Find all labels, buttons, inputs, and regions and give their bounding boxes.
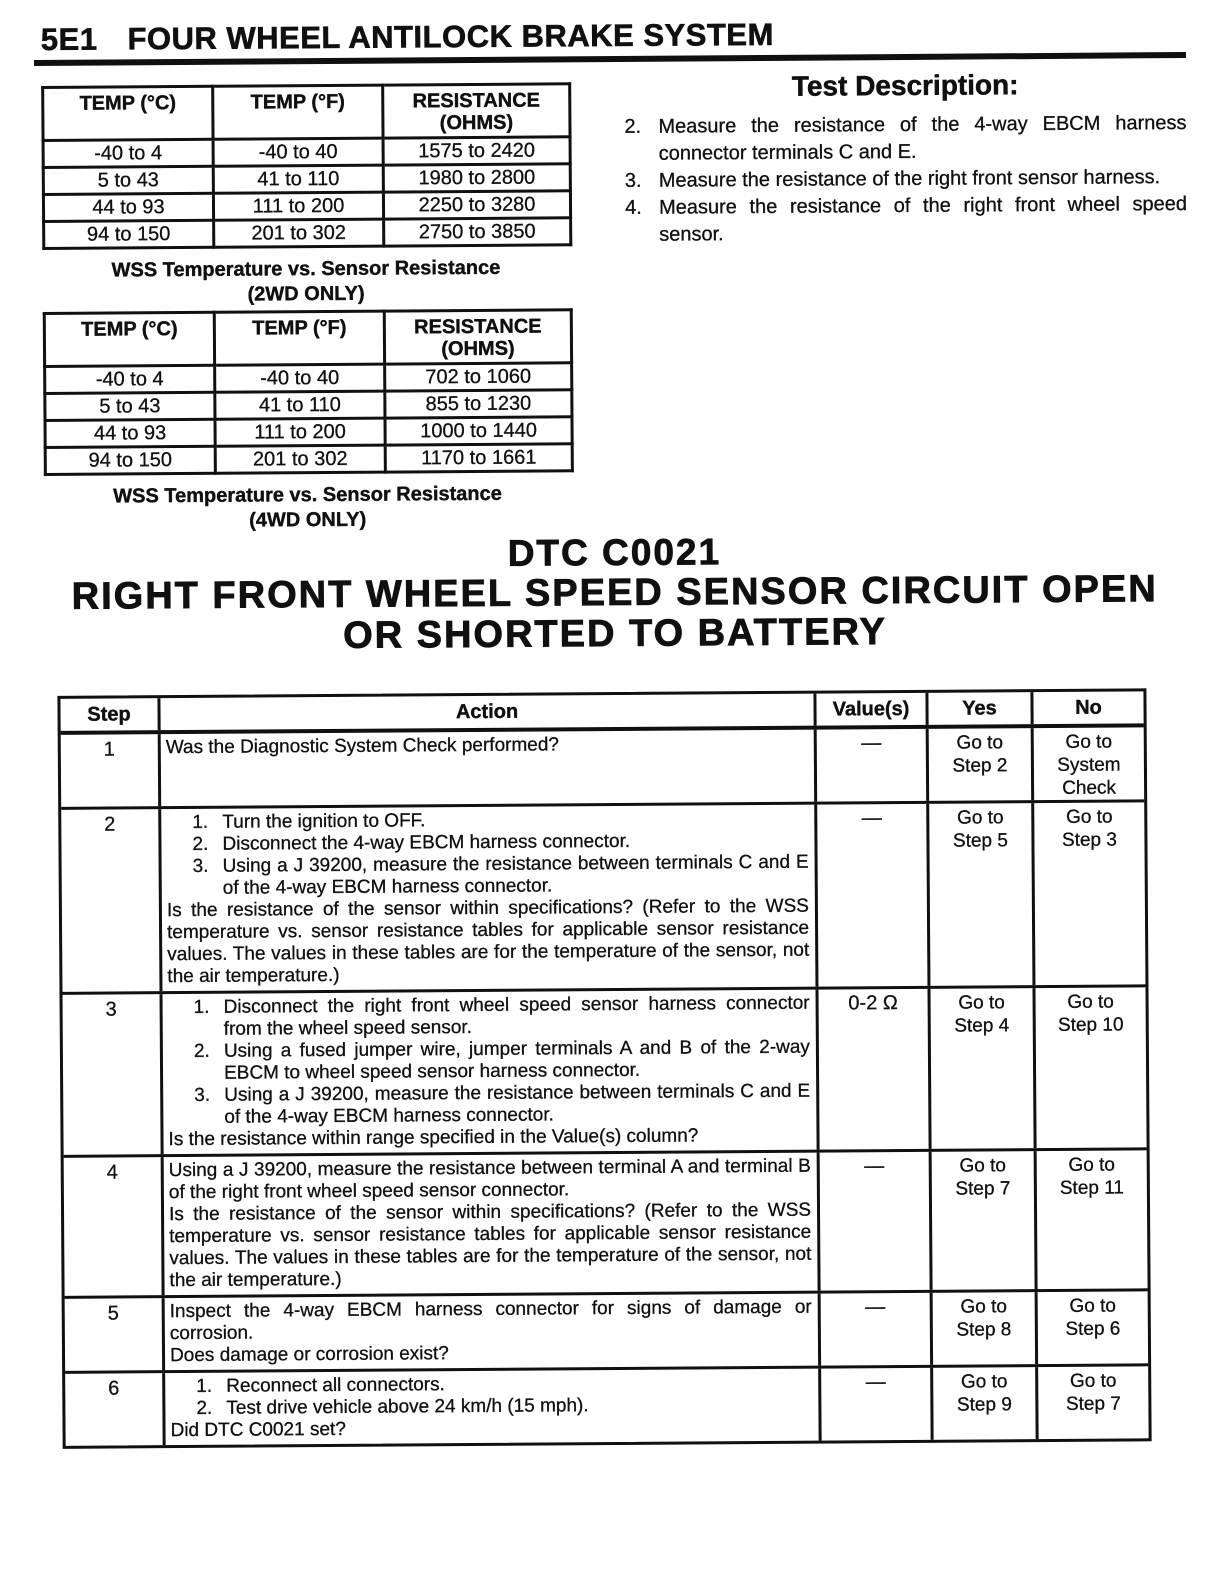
diag-action-substep-number: 3. xyxy=(192,855,209,877)
wss-cell: 2750 to 3850 xyxy=(384,218,571,246)
wss-caption-line: (4WD ONLY) xyxy=(249,508,367,532)
diag-action-text: Is the resistance of the sensor within specifications? (Refer to the WSS temperature vs. sensor resistance tables for applicable sensor resistance values. The values in these tables are for the temperature of the sensor, not the air temperature.) xyxy=(166,895,810,988)
diag-action-substep-number: 2. xyxy=(193,1040,210,1062)
wss-cell: 94 to 150 xyxy=(45,446,215,474)
section-code: 5E1 xyxy=(40,21,98,58)
diagnostic-table xyxy=(57,688,1151,1449)
diag-no-line: Go to xyxy=(1069,1370,1117,1392)
test-description-list xyxy=(624,110,1187,249)
wss-cell: -40 to 4 xyxy=(43,139,213,167)
test-description-item xyxy=(624,110,1186,168)
test-description-section xyxy=(624,68,1187,249)
diag-yes-cell xyxy=(933,1367,1039,1440)
diag-step-number: 6 xyxy=(65,1373,166,1446)
diag-row-step-4 xyxy=(64,1150,1148,1299)
diag-action-cell xyxy=(164,1153,821,1296)
test-description-item-text: Measure the resistance of the 4-way EBCM harness connector terminals C and E. xyxy=(658,112,1187,165)
dtc-heading xyxy=(39,528,1190,659)
wss-4wd-section xyxy=(43,308,572,535)
diag-yes-cell xyxy=(929,803,1035,986)
wss-cell: 111 to 200 xyxy=(213,192,383,220)
wss-cell: 1170 to 1661 xyxy=(385,444,572,472)
diag-action-cell xyxy=(161,730,817,807)
wss-col-header: TEMP (°C) xyxy=(44,312,214,366)
wss-table-2wd xyxy=(41,82,572,250)
diag-row-step-6 xyxy=(65,1366,1148,1446)
diag-action-substep-number: 2. xyxy=(192,833,209,855)
diag-action-substep: 1. Turn the ignition to OFF. xyxy=(192,810,426,833)
diag-action-substep-number: 2. xyxy=(196,1397,213,1419)
wss-cell: 2250 to 3280 xyxy=(383,191,570,219)
test-description-item xyxy=(625,164,1187,195)
diag-action-cell xyxy=(165,1369,821,1446)
wss-header-row xyxy=(44,310,571,367)
wss-data-row xyxy=(45,390,572,421)
wss-2wd-caption xyxy=(42,255,569,309)
wss-col-header: RESISTANCE (OHMS) xyxy=(383,84,570,138)
diag-yes-cell xyxy=(930,988,1036,1149)
diag-step-number: 1 xyxy=(61,734,162,807)
wss-cell: 1575 to 2420 xyxy=(383,137,570,165)
diag-yes-cell xyxy=(933,1292,1039,1365)
wss-caption-line: (2WD ONLY) xyxy=(247,282,365,306)
diag-step-number: 5 xyxy=(65,1298,166,1371)
diag-values-cell: — xyxy=(821,1368,933,1441)
test-description-item xyxy=(625,191,1187,249)
test-description-item-number: 2. xyxy=(624,115,642,138)
wss-data-row xyxy=(44,218,571,249)
diag-yes-line: Step 9 xyxy=(956,1394,1012,1416)
diag-row-step-3 xyxy=(63,987,1147,1158)
diag-yes-line: Step 7 xyxy=(955,1178,1011,1200)
wss-data-row xyxy=(43,191,570,222)
diag-no-cell xyxy=(1034,802,1145,985)
diag-no-line: Go to xyxy=(1065,731,1113,753)
wss-data-row xyxy=(45,417,572,448)
diag-yes-line: Go to xyxy=(956,732,1004,754)
wss-cell: -40 to 40 xyxy=(213,138,383,166)
diag-no-line: Go to xyxy=(1067,991,1114,1013)
wss-col-header: TEMP (°F) xyxy=(213,85,383,139)
diag-no-line: Step 11 xyxy=(1059,1177,1125,1199)
diag-action-text: Is the resistance of the sensor within specifications? (Refer to the WSS temperature vs. sensor resistance tables for applicable sensor resistance values. The values in these tables are for the temperature of the sensor, not the air temperature.) xyxy=(168,1199,812,1292)
wss-cell: 41 to 110 xyxy=(215,391,385,419)
wss-col-header: RESISTANCE (OHMS) xyxy=(384,310,571,364)
wss-cell: 855 to 1230 xyxy=(385,390,572,418)
wss-cell: 1980 to 2800 xyxy=(383,164,570,192)
diag-action-substep: 2. Disconnect the 4-way EBCM harness connector. xyxy=(192,830,631,855)
diag-action-substep: 2. Test drive vehicle above 24 km/h (15 mph). xyxy=(196,1395,589,1419)
wss-table-4wd xyxy=(43,308,574,476)
diag-action-text: Does damage or corrosion exist? xyxy=(169,1343,449,1367)
diag-yes-cell xyxy=(932,1151,1038,1290)
diag-action-text: Did DTC C0021 set? xyxy=(170,1418,346,1442)
diag-col-header-no: No xyxy=(1075,696,1102,719)
wss-table-body xyxy=(43,137,571,249)
wss-col-header: TEMP (°C) xyxy=(43,86,213,140)
diag-values-cell: — xyxy=(817,729,929,802)
wss-caption-line: WSS Temperature vs. Sensor Resistance xyxy=(113,482,502,508)
diag-action-substep: 3. Using a J 39200, measure the resistance between terminals C and E of the 4-way EBCM harness connector. xyxy=(192,851,809,899)
diag-yes-line: Go to xyxy=(956,807,1004,829)
diag-col-header-step: Step xyxy=(60,698,160,731)
diag-col-header-yes: Yes xyxy=(928,692,1033,725)
diag-action-text: Is the resistance within range specified in the Value(s) column? xyxy=(168,1125,699,1151)
diag-action-substep-number: 3. xyxy=(194,1084,211,1106)
diag-action-substep-number: 1. xyxy=(193,996,210,1018)
diag-row-step-1 xyxy=(61,727,1144,810)
wss-cell: 94 to 150 xyxy=(44,220,214,248)
wss-data-row xyxy=(45,444,572,475)
test-description-item-number: 4. xyxy=(624,196,642,219)
diag-action-substep-number: 1. xyxy=(192,811,209,833)
wss-cell: 201 to 302 xyxy=(214,219,384,247)
diag-no-cell xyxy=(1038,1366,1149,1439)
wss-data-row xyxy=(43,137,570,168)
diag-no-line: Go to xyxy=(1069,1295,1117,1317)
wss-table-body xyxy=(45,363,573,475)
wss-col-header: TEMP (°F) xyxy=(214,311,384,365)
diag-row-step-5 xyxy=(65,1291,1148,1374)
test-description-item-text: Measure the resistance of the right front wheel speed sensor. xyxy=(658,193,1188,246)
diag-yes-line: Go to xyxy=(959,1155,1007,1177)
wss-cell: 44 to 93 xyxy=(43,193,213,221)
section-title: FOUR WHEEL ANTILOCK BRAKE SYSTEM xyxy=(127,16,774,57)
diag-no-line: System xyxy=(1057,754,1121,776)
wss-cell: -40 to 4 xyxy=(45,365,215,393)
diag-action-substep: 1. Disconnect the right front wheel speed sensor harness connector from the wheel speed sensor. xyxy=(193,992,810,1040)
diag-col-header-action: Action xyxy=(160,694,816,731)
diag-action-text: Inspect the 4-way EBCM harness connector for signs of damage or corrosion. xyxy=(169,1296,812,1345)
wss-2wd-section xyxy=(41,82,570,309)
diag-action-cell xyxy=(165,1294,821,1371)
diag-no-cell xyxy=(1034,727,1145,800)
diag-step-number: 4 xyxy=(64,1157,165,1296)
diag-no-line: Step 7 xyxy=(1065,1393,1121,1415)
diag-yes-cell xyxy=(929,728,1035,801)
diag-no-cell xyxy=(1035,987,1146,1148)
wss-cell: 44 to 93 xyxy=(45,419,215,447)
diag-values-cell: — xyxy=(817,804,930,987)
diag-no-line: Go to xyxy=(1068,1154,1116,1176)
dtc-title-line1: RIGHT FRONT WHEEL SPEED SENSOR CIRCUIT OPEN xyxy=(71,568,1158,618)
wss-4wd-caption xyxy=(44,481,571,535)
wss-data-row xyxy=(45,363,572,394)
diag-action-text: Using a J 39200, measure the resistance between terminal A and terminal B of the right front wheel speed sensor connector. xyxy=(168,1155,811,1204)
diag-yes-line: Step 4 xyxy=(954,1015,1010,1037)
wss-cell: -40 to 40 xyxy=(215,364,385,392)
diag-action-substep: 2. Using a fused jumper wire, jumper terminals A and B of the 2-way EBCM to wheel speed sensor harness connector. xyxy=(193,1036,810,1084)
diag-no-cell xyxy=(1038,1291,1148,1364)
diag-step-number: 3 xyxy=(63,994,164,1155)
diag-yes-line: Step 5 xyxy=(952,830,1008,852)
diag-step-number: 2 xyxy=(61,809,162,992)
diag-no-line: Check xyxy=(1062,777,1117,799)
wss-cell: 111 to 200 xyxy=(215,418,385,446)
diag-col-header-values: Value(s) xyxy=(816,693,928,726)
diag-no-line: Go to xyxy=(1065,806,1113,828)
diag-yes-line: Go to xyxy=(960,1296,1008,1318)
diag-no-line: Step 3 xyxy=(1061,829,1117,851)
diag-action-substep: 1. Reconnect all connectors. xyxy=(196,1374,445,1397)
wss-table-head xyxy=(43,84,570,141)
diag-values-cell: 0-2 Ω xyxy=(818,989,931,1150)
test-description-title: Test Description: xyxy=(791,69,1019,102)
diag-no-line: Step 6 xyxy=(1065,1318,1121,1340)
wss-header-row xyxy=(43,84,570,141)
dtc-code: DTC C0021 xyxy=(507,531,722,574)
diag-values-cell: — xyxy=(821,1293,933,1366)
diag-action-substep-number: 1. xyxy=(196,1375,213,1397)
diag-yes-line: Go to xyxy=(960,1371,1008,1393)
wss-table-head xyxy=(44,310,571,367)
diag-no-cell xyxy=(1037,1150,1148,1289)
diag-no-line: Step 10 xyxy=(1057,1014,1124,1036)
diag-action-cell xyxy=(161,805,818,992)
diag-action-text: Was the Diagnostic System Check performed? xyxy=(165,734,560,759)
test-description-item-text: Measure the resistance of the right front sensor harness. xyxy=(658,166,1161,192)
diag-action-cell xyxy=(163,990,820,1155)
test-description-item-number: 3. xyxy=(624,169,642,192)
wss-cell: 1000 to 1440 xyxy=(385,417,572,445)
diag-yes-line: Step 2 xyxy=(952,755,1008,777)
wss-cell: 201 to 302 xyxy=(215,445,385,473)
diag-action-substep: 3. Using a J 39200, measure the resistance between terminals C and E of the 4-way EBCM harness connector. xyxy=(194,1080,811,1128)
diag-yes-line: Go to xyxy=(958,992,1005,1014)
wss-cell: 5 to 43 xyxy=(43,166,213,194)
wss-caption-line: WSS Temperature vs. Sensor Resistance xyxy=(111,256,501,282)
page-title xyxy=(41,17,774,58)
wss-cell: 702 to 1060 xyxy=(385,363,572,391)
wss-data-row xyxy=(43,164,570,195)
dtc-title-line2: OR SHORTED TO BATTERY xyxy=(342,611,888,657)
wss-cell: 41 to 110 xyxy=(213,165,383,193)
diag-values-cell: — xyxy=(820,1152,933,1291)
diag-row-step-2 xyxy=(61,802,1145,995)
wss-cell: 5 to 43 xyxy=(45,392,215,420)
diag-yes-line: Step 8 xyxy=(956,1319,1012,1341)
